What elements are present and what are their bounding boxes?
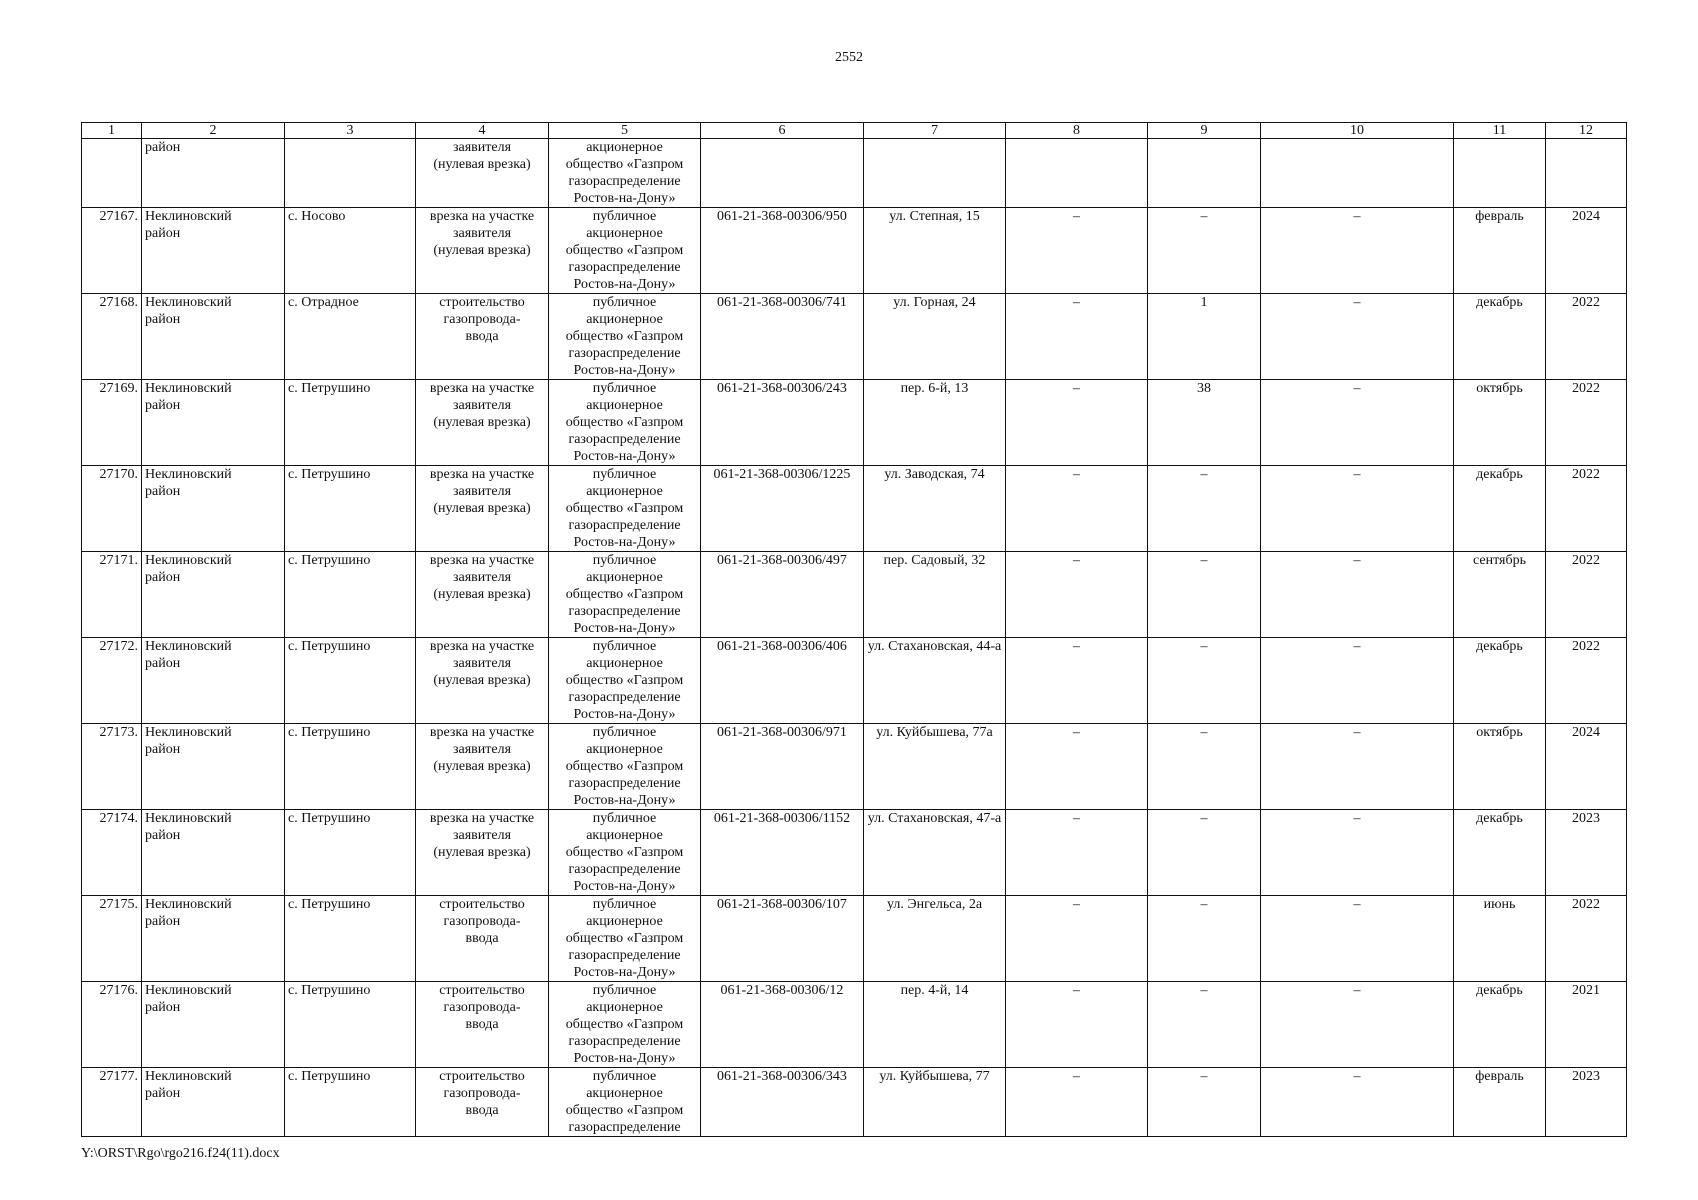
cell-c8: – bbox=[1006, 552, 1148, 638]
cell-month: декабрь bbox=[1454, 466, 1546, 552]
cell-settlement: с. Петрушино bbox=[285, 810, 416, 896]
cell-month: февраль bbox=[1454, 1068, 1546, 1137]
cell-address: ул. Степная, 15 bbox=[864, 208, 1006, 294]
column-number-header: 1 bbox=[82, 123, 142, 139]
cell-method: врезка на участке заявителя (нулевая врезка) bbox=[416, 552, 549, 638]
cell-month: октябрь bbox=[1454, 380, 1546, 466]
cell-code: 061-21-368-00306/497 bbox=[701, 552, 864, 638]
cell-c9: – bbox=[1148, 208, 1261, 294]
cell-c8: – bbox=[1006, 466, 1148, 552]
cell-c9: – bbox=[1148, 466, 1261, 552]
cell-num: 27172. bbox=[82, 638, 142, 724]
footer-file-path: Y:\ORST\Rgo\rgo216.f24(11).docx bbox=[81, 1146, 280, 1161]
table-row bbox=[82, 896, 1627, 982]
cell-org: публичное акционерное общество «Газпром газораспределение Ростов-на-Дону» bbox=[549, 208, 701, 294]
cell-year: 2022 bbox=[1546, 466, 1627, 552]
cell-settlement: с. Петрушино bbox=[285, 982, 416, 1068]
table-row bbox=[82, 294, 1627, 380]
cell-c10: – bbox=[1261, 380, 1454, 466]
cell-year bbox=[1546, 139, 1627, 208]
cell-month: декабрь bbox=[1454, 982, 1546, 1068]
table-row bbox=[82, 1068, 1627, 1137]
cell-method: строительство газопровода- ввода bbox=[416, 982, 549, 1068]
cell-method: врезка на участке заявителя (нулевая врезка) bbox=[416, 810, 549, 896]
cell-c10: – bbox=[1261, 896, 1454, 982]
cell-address: ул. Заводская, 74 bbox=[864, 466, 1006, 552]
cell-district: Неклиновский район bbox=[142, 982, 285, 1068]
cell-method: врезка на участке заявителя (нулевая врезка) bbox=[416, 208, 549, 294]
column-number-header: 3 bbox=[285, 123, 416, 139]
cell-c8: – bbox=[1006, 724, 1148, 810]
cell-month: декабрь bbox=[1454, 294, 1546, 380]
cell-district: район bbox=[142, 139, 285, 208]
cell-month: июнь bbox=[1454, 896, 1546, 982]
column-number-header: 11 bbox=[1454, 123, 1546, 139]
cell-district: Неклиновский район bbox=[142, 208, 285, 294]
cell-address bbox=[864, 139, 1006, 208]
cell-org: публичное акционерное общество «Газпром газораспределение Ростов-на-Дону» bbox=[549, 466, 701, 552]
table-row bbox=[82, 208, 1627, 294]
cell-year: 2023 bbox=[1546, 810, 1627, 896]
column-number-header: 8 bbox=[1006, 123, 1148, 139]
cell-c10: – bbox=[1261, 724, 1454, 810]
cell-district: Неклиновский район bbox=[142, 638, 285, 724]
cell-district: Неклиновский район bbox=[142, 552, 285, 638]
cell-code: 061-21-368-00306/107 bbox=[701, 896, 864, 982]
cell-c9: 1 bbox=[1148, 294, 1261, 380]
cell-num: 27173. bbox=[82, 724, 142, 810]
cell-c10: – bbox=[1261, 638, 1454, 724]
cell-year: 2022 bbox=[1546, 294, 1627, 380]
cell-address: ул. Стахановская, 44-а bbox=[864, 638, 1006, 724]
cell-num: 27176. bbox=[82, 982, 142, 1068]
cell-address: ул. Энгельса, 2а bbox=[864, 896, 1006, 982]
cell-c9: – bbox=[1148, 638, 1261, 724]
cell-c9: – bbox=[1148, 810, 1261, 896]
cell-address: ул. Куйбышева, 77 bbox=[864, 1068, 1006, 1137]
cell-method: врезка на участке заявителя (нулевая врезка) bbox=[416, 724, 549, 810]
cell-settlement bbox=[285, 139, 416, 208]
column-number-row bbox=[82, 123, 1627, 139]
cell-code: 061-21-368-00306/741 bbox=[701, 294, 864, 380]
cell-month: февраль bbox=[1454, 208, 1546, 294]
cell-address: пер. Садовый, 32 bbox=[864, 552, 1006, 638]
cell-c9: – bbox=[1148, 982, 1261, 1068]
cell-c8 bbox=[1006, 139, 1148, 208]
cell-c8: – bbox=[1006, 638, 1148, 724]
cell-year: 2022 bbox=[1546, 896, 1627, 982]
cell-c10: – bbox=[1261, 552, 1454, 638]
cell-address: ул. Стахановская, 47-а bbox=[864, 810, 1006, 896]
cell-address: ул. Куйбышева, 77а bbox=[864, 724, 1006, 810]
cell-org: публичное акционерное общество «Газпром газораспределение Ростов-на-Дону» bbox=[549, 294, 701, 380]
cell-c9: – bbox=[1148, 896, 1261, 982]
cell-code: 061-21-368-00306/1152 bbox=[701, 810, 864, 896]
cell-district: Неклиновский район bbox=[142, 466, 285, 552]
cell-settlement: с. Петрушино bbox=[285, 466, 416, 552]
cell-c9: – bbox=[1148, 552, 1261, 638]
cell-year: 2024 bbox=[1546, 724, 1627, 810]
cell-org: акционерное общество «Газпром газораспределение Ростов-на-Дону» bbox=[549, 139, 701, 208]
cell-district: Неклиновский район bbox=[142, 896, 285, 982]
cell-c8: – bbox=[1006, 380, 1148, 466]
cell-org: публичное акционерное общество «Газпром газораспределение Ростов-на-Дону» bbox=[549, 552, 701, 638]
cell-settlement: с. Петрушино bbox=[285, 552, 416, 638]
cell-org: публичное акционерное общество «Газпром газораспределение bbox=[549, 1068, 701, 1137]
cell-code bbox=[701, 139, 864, 208]
cell-settlement: с. Петрушино bbox=[285, 638, 416, 724]
cell-num: 27177. bbox=[82, 1068, 142, 1137]
cell-num: 27174. bbox=[82, 810, 142, 896]
cell-num: 27169. bbox=[82, 380, 142, 466]
table-row bbox=[82, 552, 1627, 638]
cell-c10: – bbox=[1261, 982, 1454, 1068]
column-number-header: 9 bbox=[1148, 123, 1261, 139]
cell-code: 061-21-368-00306/12 bbox=[701, 982, 864, 1068]
cell-code: 061-21-368-00306/243 bbox=[701, 380, 864, 466]
cell-num: 27175. bbox=[82, 896, 142, 982]
cell-code: 061-21-368-00306/343 bbox=[701, 1068, 864, 1137]
cell-year: 2022 bbox=[1546, 638, 1627, 724]
cell-method: строительство газопровода- ввода bbox=[416, 1068, 549, 1137]
cell-settlement: с. Петрушино bbox=[285, 380, 416, 466]
cell-month: декабрь bbox=[1454, 810, 1546, 896]
cell-year: 2022 bbox=[1546, 380, 1627, 466]
cell-settlement: с. Отрадное bbox=[285, 294, 416, 380]
cell-c10: – bbox=[1261, 294, 1454, 380]
cell-month: октябрь bbox=[1454, 724, 1546, 810]
cell-org: публичное акционерное общество «Газпром газораспределение Ростов-на-Дону» bbox=[549, 638, 701, 724]
cell-method: врезка на участке заявителя (нулевая врезка) bbox=[416, 638, 549, 724]
cell-c9: 38 bbox=[1148, 380, 1261, 466]
table-row-continued bbox=[82, 139, 1627, 208]
cell-year: 2024 bbox=[1546, 208, 1627, 294]
cell-c10: – bbox=[1261, 1068, 1454, 1137]
column-number-header: 7 bbox=[864, 123, 1006, 139]
cell-c10: – bbox=[1261, 466, 1454, 552]
cell-num: 27167. bbox=[82, 208, 142, 294]
cell-district: Неклиновский район bbox=[142, 294, 285, 380]
cell-address: ул. Горная, 24 bbox=[864, 294, 1006, 380]
cell-c10 bbox=[1261, 139, 1454, 208]
cell-year: 2021 bbox=[1546, 982, 1627, 1068]
cell-method: заявителя (нулевая врезка) bbox=[416, 139, 549, 208]
cell-code: 061-21-368-00306/971 bbox=[701, 724, 864, 810]
cell-org: публичное акционерное общество «Газпром газораспределение Ростов-на-Дону» bbox=[549, 380, 701, 466]
cell-org: публичное акционерное общество «Газпром газораспределение Ростов-на-Дону» bbox=[549, 724, 701, 810]
table-row bbox=[82, 638, 1627, 724]
cell-c8: – bbox=[1006, 982, 1148, 1068]
cell-c10: – bbox=[1261, 810, 1454, 896]
cell-num bbox=[82, 139, 142, 208]
cell-c8: – bbox=[1006, 1068, 1148, 1137]
column-number-header: 4 bbox=[416, 123, 549, 139]
column-number-header: 5 bbox=[549, 123, 701, 139]
cell-district: Неклиновский район bbox=[142, 1068, 285, 1137]
cell-settlement: с. Петрушино bbox=[285, 1068, 416, 1137]
page-number: 2552 bbox=[835, 50, 863, 65]
cell-num: 27171. bbox=[82, 552, 142, 638]
cell-settlement: с. Петрушино bbox=[285, 896, 416, 982]
column-number-header: 2 bbox=[142, 123, 285, 139]
column-number-header: 6 bbox=[701, 123, 864, 139]
cell-code: 061-21-368-00306/1225 bbox=[701, 466, 864, 552]
cell-district: Неклиновский район bbox=[142, 810, 285, 896]
table-row bbox=[82, 724, 1627, 810]
cell-c9: – bbox=[1148, 724, 1261, 810]
cell-method: строительство газопровода- ввода bbox=[416, 294, 549, 380]
cell-method: строительство газопровода- ввода bbox=[416, 896, 549, 982]
cell-c8: – bbox=[1006, 896, 1148, 982]
cell-c9: – bbox=[1148, 1068, 1261, 1137]
cell-year: 2022 bbox=[1546, 552, 1627, 638]
column-number-header: 12 bbox=[1546, 123, 1627, 139]
column-number-header: 10 bbox=[1261, 123, 1454, 139]
table-row bbox=[82, 810, 1627, 896]
cell-c8: – bbox=[1006, 208, 1148, 294]
cell-month: сентябрь bbox=[1454, 552, 1546, 638]
cell-org: публичное акционерное общество «Газпром газораспределение Ростов-на-Дону» bbox=[549, 810, 701, 896]
cell-num: 27168. bbox=[82, 294, 142, 380]
cell-settlement: с. Носово bbox=[285, 208, 416, 294]
cell-month bbox=[1454, 139, 1546, 208]
cell-code: 061-21-368-00306/950 bbox=[701, 208, 864, 294]
cell-c8: – bbox=[1006, 810, 1148, 896]
cell-method: врезка на участке заявителя (нулевая врезка) bbox=[416, 380, 549, 466]
table-row bbox=[82, 380, 1627, 466]
register-table bbox=[81, 122, 1627, 1137]
cell-num: 27170. bbox=[82, 466, 142, 552]
cell-method: врезка на участке заявителя (нулевая врезка) bbox=[416, 466, 549, 552]
cell-address: пер. 6-й, 13 bbox=[864, 380, 1006, 466]
table-row bbox=[82, 466, 1627, 552]
cell-district: Неклиновский район bbox=[142, 724, 285, 810]
cell-address: пер. 4-й, 14 bbox=[864, 982, 1006, 1068]
cell-district: Неклиновский район bbox=[142, 380, 285, 466]
table-row bbox=[82, 982, 1627, 1068]
cell-settlement: с. Петрушино bbox=[285, 724, 416, 810]
cell-org: публичное акционерное общество «Газпром газораспределение Ростов-на-Дону» bbox=[549, 896, 701, 982]
cell-month: декабрь bbox=[1454, 638, 1546, 724]
cell-c10: – bbox=[1261, 208, 1454, 294]
cell-c9 bbox=[1148, 139, 1261, 208]
cell-org: публичное акционерное общество «Газпром газораспределение Ростов-на-Дону» bbox=[549, 982, 701, 1068]
cell-code: 061-21-368-00306/406 bbox=[701, 638, 864, 724]
cell-c8: – bbox=[1006, 294, 1148, 380]
cell-year: 2023 bbox=[1546, 1068, 1627, 1137]
